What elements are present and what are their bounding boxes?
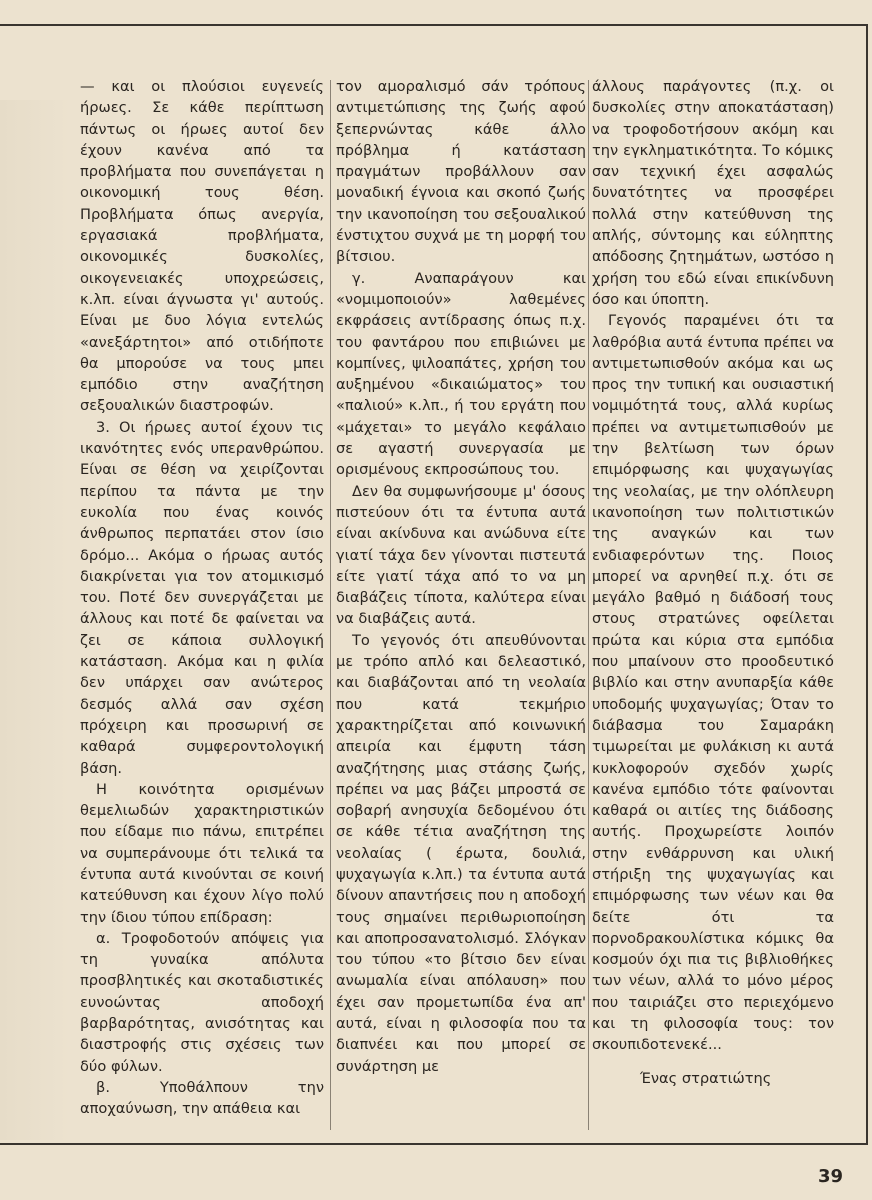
frame-border-bottom: [0, 1143, 868, 1145]
paragraph: α. Τροφοδοτούν απόψεις για τη γυναίκα απόλυτα προσβλητικές και σκοταδιστικές ευνοώντας αποδοχή βαρβαρότητας, ανισότητας και διαστροφής στις σχέσεις των δύο φύλων.: [80, 929, 324, 1075]
column-divider: [330, 80, 331, 1130]
paragraph: β. Υποθάλπουν την αποχαύνωση, την απάθεια και: [80, 1078, 324, 1118]
article-column-1: [80, 76, 324, 1120]
column-divider: [588, 80, 589, 1130]
paragraph: Το γεγονός ότι απευθύνονται με τρόπο απλό και δελεαστικό, και διαβάζονται από τη νεολαία που κατά τεκμήριο χαρακτηρίζεται από κοινωνική απειρία και έμφυτη τάση αναζήτησης μιας στάσης ζωής, πρέπει να μας βάζει μπροστά σε σοβαρή ανησυχία δεδομένου ότι σε κάθε τέτια αναζήτηση της νεολαίας ( έρωτα, δουλιά, ψυχαγωγία κ.λπ.) τα έντυπα αυτά δίνουν απαντήσεις που η αποδοχή τους σημαίνει περιθωριοποίηση και αποπροσανατολισμό. Σλόγκαν του τύπου «το βίτσιο δεν είναι ανωμαλία είναι απόλαυση» που έχει σαν προμετωπίδα ένα απ' αυτά, είναι η φιλοσοφία που τα διαπνέει και που μπορεί σε συνάρτηση με: [336, 631, 586, 1075]
article-column-2: [336, 76, 586, 1077]
paragraph: — και οι πλούσιοι ευγενείς ήρωες. Σε κάθε περίπτωση πάντως οι ήρωες αυτοί δεν έχουν κανένα από τα προβλήματα που συνεπάγεται η οικονομική τους θέση. Προβλήματα όπως ανεργία, εργασιακά προβλήματα, οικονομικές δυσκολίες, οικογενειακές υποχρεώσεις, κ.λπ. είναι άγνωστα γι' αυτούς. Είναι με δυο λόγια εντελώς «ανεξάρτητοι» από οτιδήποτε θα μπορούσε να τους μπει εμπόδιο στην αναζήτηση σεξουαλικών διαστροφών.: [80, 78, 324, 415]
paragraph: γ. Αναπαράγουν και «νομιμοποιούν» λαθεμένες εκφράσεις αντίδρασης όπως π.χ. του φαντάρου που επιβιώνει με κομπίνες, ψιλοαπάτες, χρήση του αυξημένου «δικαιώματος» του «παλιού» κ.λπ., ή του εργάτη που «μάχεται» το μεγάλο κεφάλαιο σε αγαστή συνεργασία με ορισμένους εκπροσώπους του.: [336, 269, 586, 479]
paragraph: τον αμοραλισμό σάν τρόπους αντιμετώπισης της ζωής αφού ξεπερνώντας κάθε άλλο πρόβλημα ή κατάσταση πραγμάτων προβάλλουν σαν μοναδική έγνοια και σκοπό ζωής την ικανοποίηση του σεξουαλικού ένστιχτου συχνά με τη μορφή του βίτσιου.: [336, 78, 586, 266]
frame-border-top: [0, 24, 868, 26]
article-column-3: [592, 76, 834, 1056]
paragraph: Γεγονός παραμένει ότι τα λαθρόβια αυτά έντυπα πρέπει να αντιμετωπισθούν ακόμα και ως προς την τυπική και ουσιαστική νομιμότητά τους, αλλά κυρίως πρέπει να αντιμετωπισθούν με την βελτίωση των όρων επιμόρφωσης και ψυχαγωγίας της νεολαίας, με την ολόπλευρη ικανοποίηση των πολιτιστικών της αναγκών και των ενδιαφερόντων της. Ποιος μπορεί να αρνηθεί π.χ. ότι σε μεγάλο βαθμό η διάδοσή τους στους στρατώνες οφείλεται πρώτα και κύρια στα εμπόδια που μπαίνουν στο προοδευτικό βιβλίο και στην ανυπαρξία κάθε υποδομής ψυχαγωγίας; Όταν το διάβασμα του Σαμαράκη τιμωρείται με φυλάκιση κι αυτά κυκλοφορούν σχεδόν χωρίς κανένα εμπόδιο τότε φαίνονται καθαρά οι αιτίες της διάδοσης αυτής. Προχωρείστε λοιπόν στην ενθάρρυνση και υλική στήριξη της ψυχαγωγίας και επιμόρφωσης των νέων και θα δείτε ότι τα πορνοδρακουλίστικα κόμικς θα κοσμούν όχι πια τις βιβλιοθήκες των νέων, αλλά το μόνο μέρος που ταιριάζει στο περιεχόμενο και τη φιλοσοφία τους: τον σκουπιδοτενεκέ...: [592, 312, 834, 1054]
page-number: 39: [818, 1166, 844, 1187]
paragraph: Η κοινότητα ορισμένων θεμελιωδών χαρακτηριστικών που είδαμε πιο πάνω, επιτρέπει να συμπεράνουμε ότι τελικά τα έντυπα αυτά κινούνται σε κοινή κατεύθυνση και έχουν λίγο πολύ την ίδιου τύπου επίδραση:: [80, 780, 324, 926]
frame-border-right: [866, 24, 868, 1144]
paragraph: 3. Οι ήρωες αυτοί έχουν τις ικανότητες ενός υπερανθρώπου. Είναι σε θέση να χειρίζονται περίπου τα πάντα με την ευκολία που ένας κοινός άνθρωπος περπατάει στον ίσιο δρόμο... Ακόμα ο ήρωας αυτός διακρίνεται για τον ατομικισμό του. Ποτέ δεν συνεργάζεται με άλλους και ποτέ δε φαίνεται να ζει σε κάποια συλλογική κατάσταση. Ακόμα και η φιλία δεν υπάρχει σαν ανώτερος δεσμός αλλά σαν σχέση πρόχειρη και προσωρινή σε καθαρά συμφεροντολογική βάση.: [80, 418, 324, 777]
page-shadow: [0, 100, 70, 1140]
signature: Ένας στρατιώτης: [640, 1070, 772, 1087]
paragraph: Δεν θα συμφωνήσουμε μ' όσους πιστεύουν ότι τα έντυπα αυτά είναι ακίνδυνα και ανώδυνα είτε γιατί τάχα δεν γίνονται πιστευτά είτε γιατί τάχα από το να μη διαβάζεις τίποτα, καλύτερα είναι να διαβάζεις αυτά.: [336, 482, 586, 628]
paragraph: άλλους παράγοντες (π.χ. οι δυσκολίες στην αποκατάσταση) να τροφοδοτήσουν ακόμη και την εγκληματικότητα. Το κόμικς σαν τεχνική έχει ασφαλώς δυνατότητες να προσφέρει πολλά στην κατεύθυνση της απλής, σύντομης και εύληπτης απόδοσης ζητημάτων, ωστόσο η χρήση του εδώ είναι επικίνδυνη όσο και ύποπτη.: [592, 78, 834, 308]
